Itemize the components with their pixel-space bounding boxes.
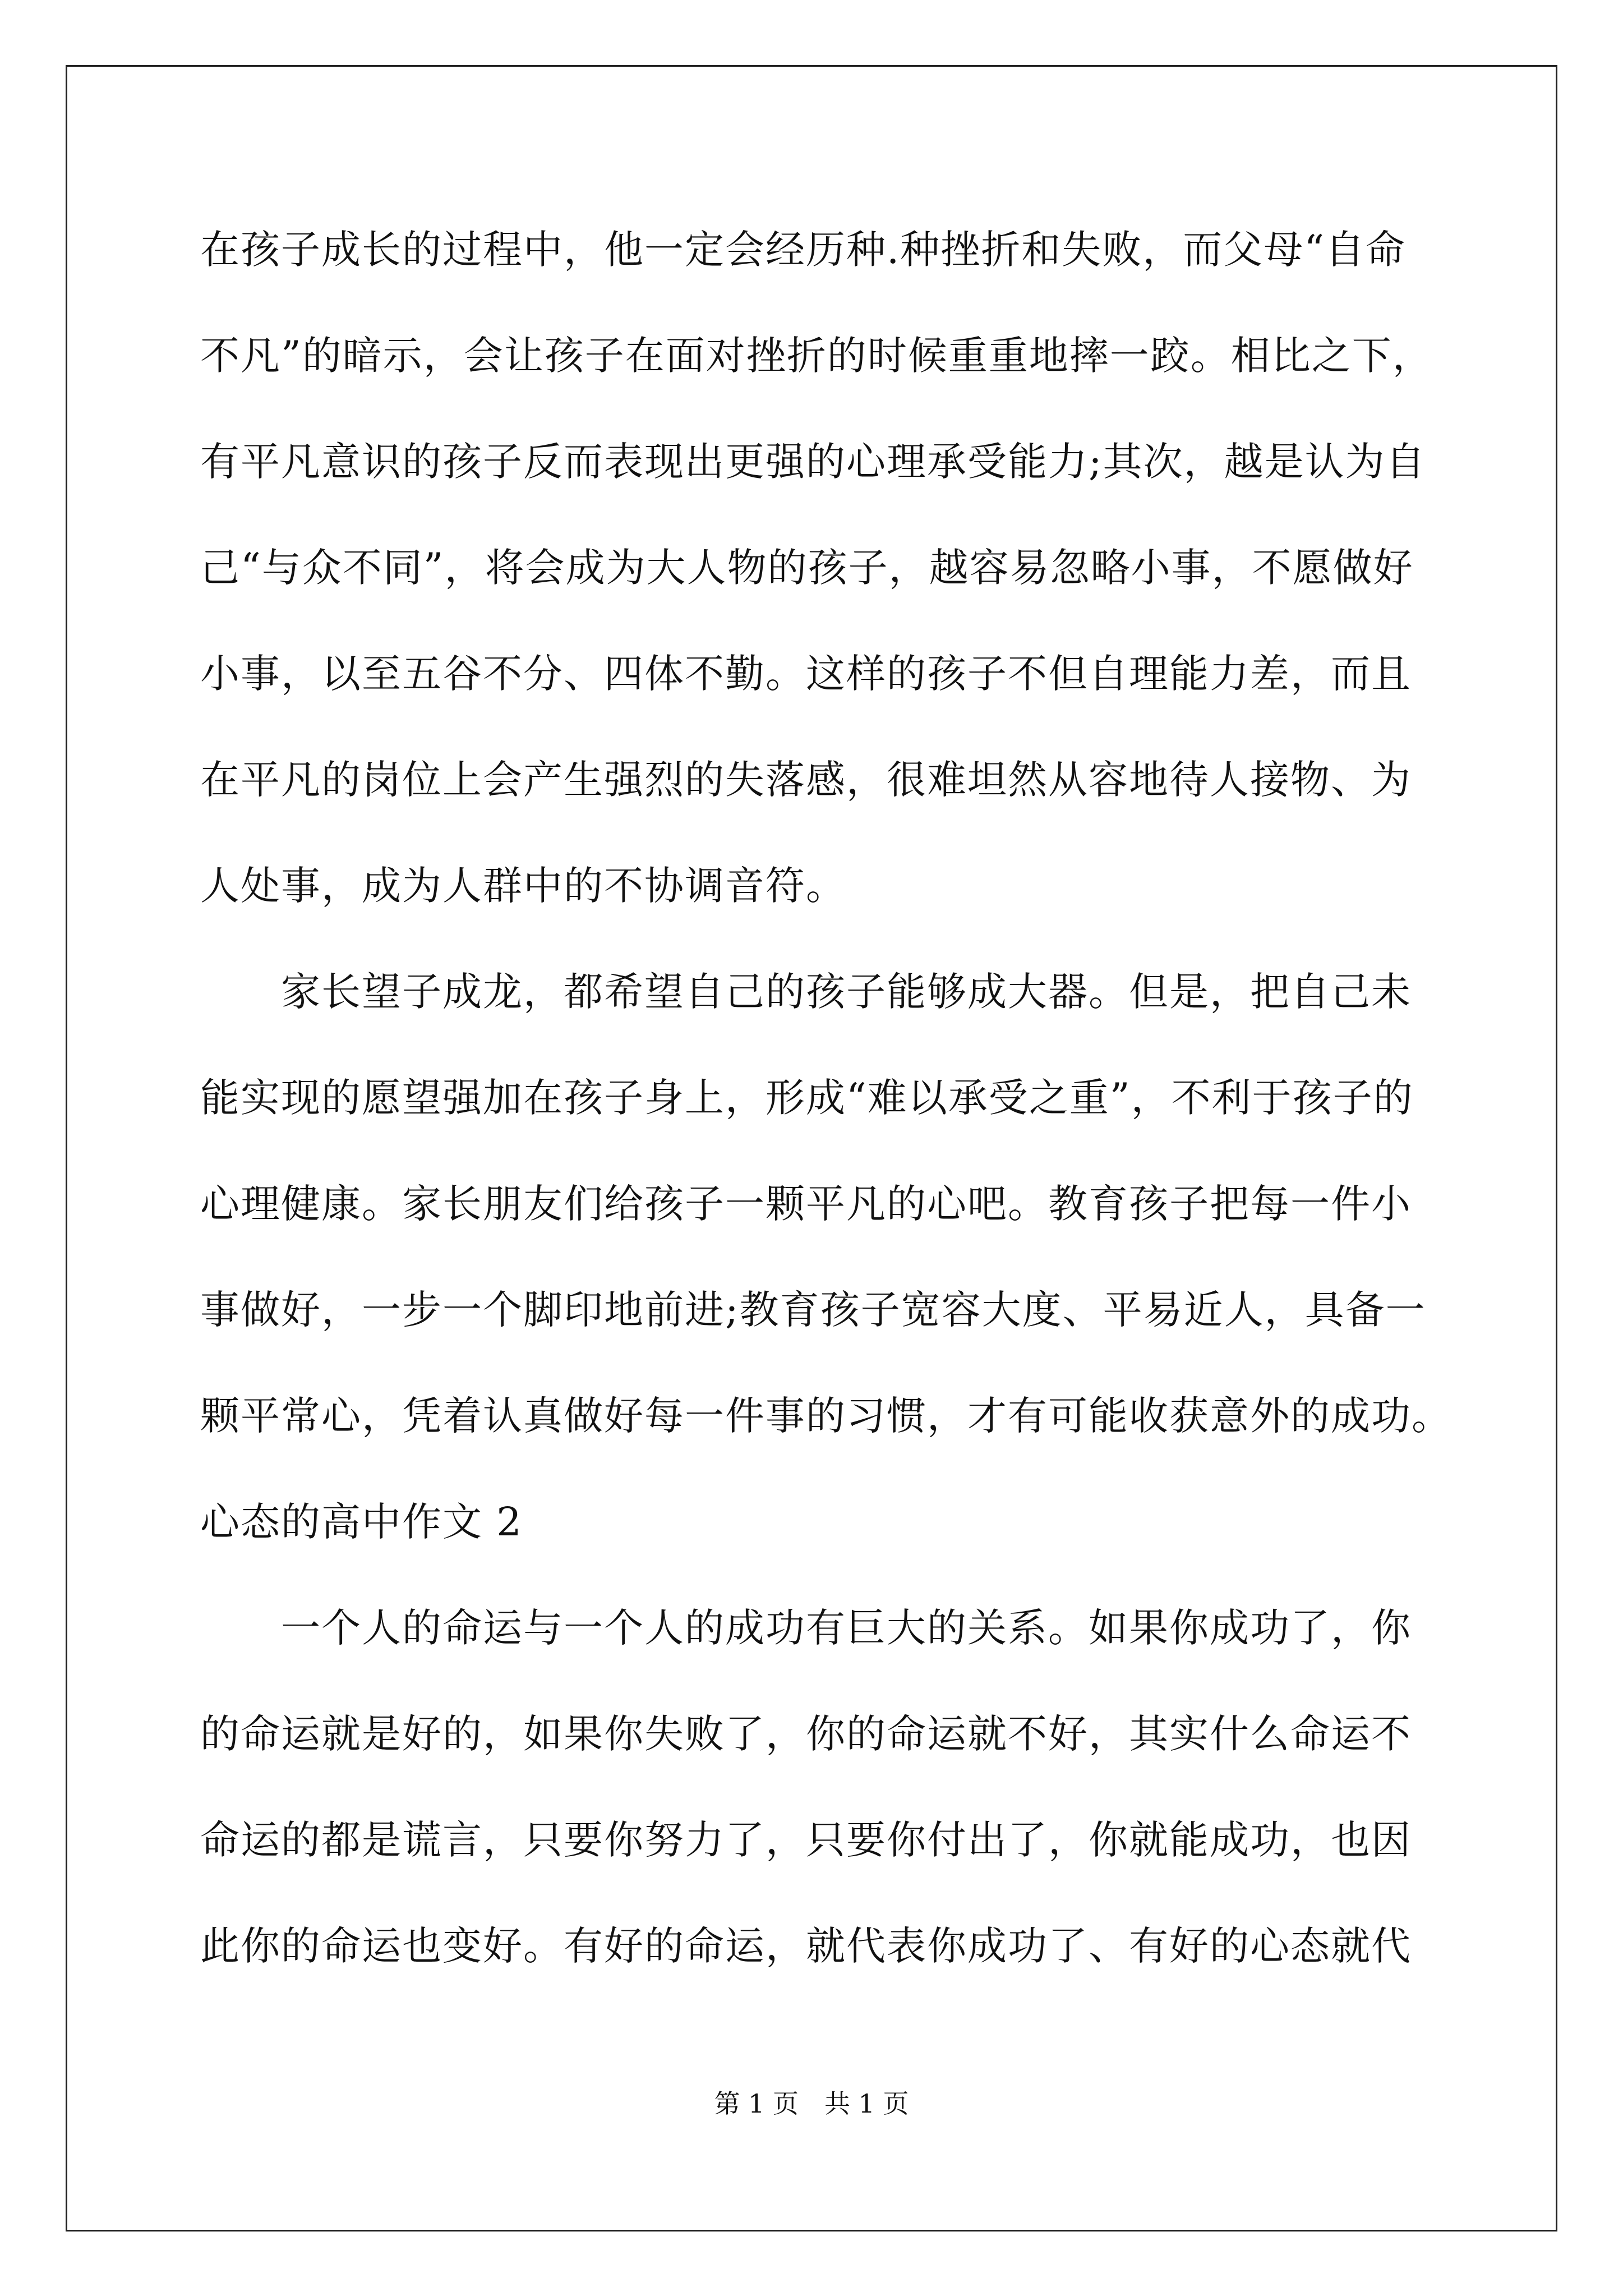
page-number-label: 第 1 页 共 1 页 — [714, 2088, 909, 2119]
body-text-line: 家长望子成龙，都希望自己的孩子能够成大器。但是，把自己未 — [200, 969, 1412, 1015]
body-text-line: 颗平常心，凭着认真做好每一件事的习惯，才有可能收获意外的成功。 — [200, 1393, 1452, 1439]
body-text-line: 能实现的愿望强加在孩子身上，形成“难以承受之重”，不利于孩子的 — [200, 1075, 1414, 1121]
body-text-line: 在孩子成长的过程中，他一定会经历种.种挫折和失败，而父母“自命 — [200, 227, 1407, 273]
body-text-line: 此你的命运也变好。有好的命运，就代表你成功了、有好的心态就代 — [200, 1923, 1412, 1969]
section-heading: 心态的高中作文 2 — [200, 1499, 523, 1545]
body-text-line: 心理健康。家长朋友们给孩子一颗平凡的心吧。教育孩子把每一件小 — [200, 1181, 1412, 1227]
body-text-line: 小事，以至五谷不分、四体不勤。这样的孩子不但自理能力差，而且 — [200, 651, 1412, 697]
body-text-line: 一个人的命运与一个人的成功有巨大的关系。如果你成功了，你 — [200, 1605, 1412, 1651]
page-footer — [0, 2087, 1623, 2120]
page-border — [66, 65, 1557, 2231]
body-text-line: 的命运就是好的，如果你失败了，你的命运就不好，其实什么命运不 — [200, 1711, 1412, 1757]
body-text-line: 人处事，成为人群中的不协调音符。 — [200, 863, 846, 909]
body-text-line: 己“与众不同”，将会成为大人物的孩子，越容易忽略小事，不愿做好 — [200, 545, 1414, 591]
body-text-line: 在平凡的岗位上会产生强烈的失落感，很难坦然从容地待人接物、为 — [200, 757, 1412, 803]
body-text-line: 不凡”的暗示，会让孩子在面对挫折的时候重重地摔一跤。相比之下， — [200, 333, 1433, 379]
body-text-line: 命运的都是谎言，只要你努力了，只要你付出了，你就能成功，也因 — [200, 1817, 1412, 1863]
body-text-line: 有平凡意识的孩子反而表现出更强的心理承受能力;其次，越是认为自 — [200, 439, 1426, 485]
body-text-line: 事做好，一步一个脚印地前进;教育孩子宽容大度、平易近人，具备一 — [200, 1287, 1426, 1333]
